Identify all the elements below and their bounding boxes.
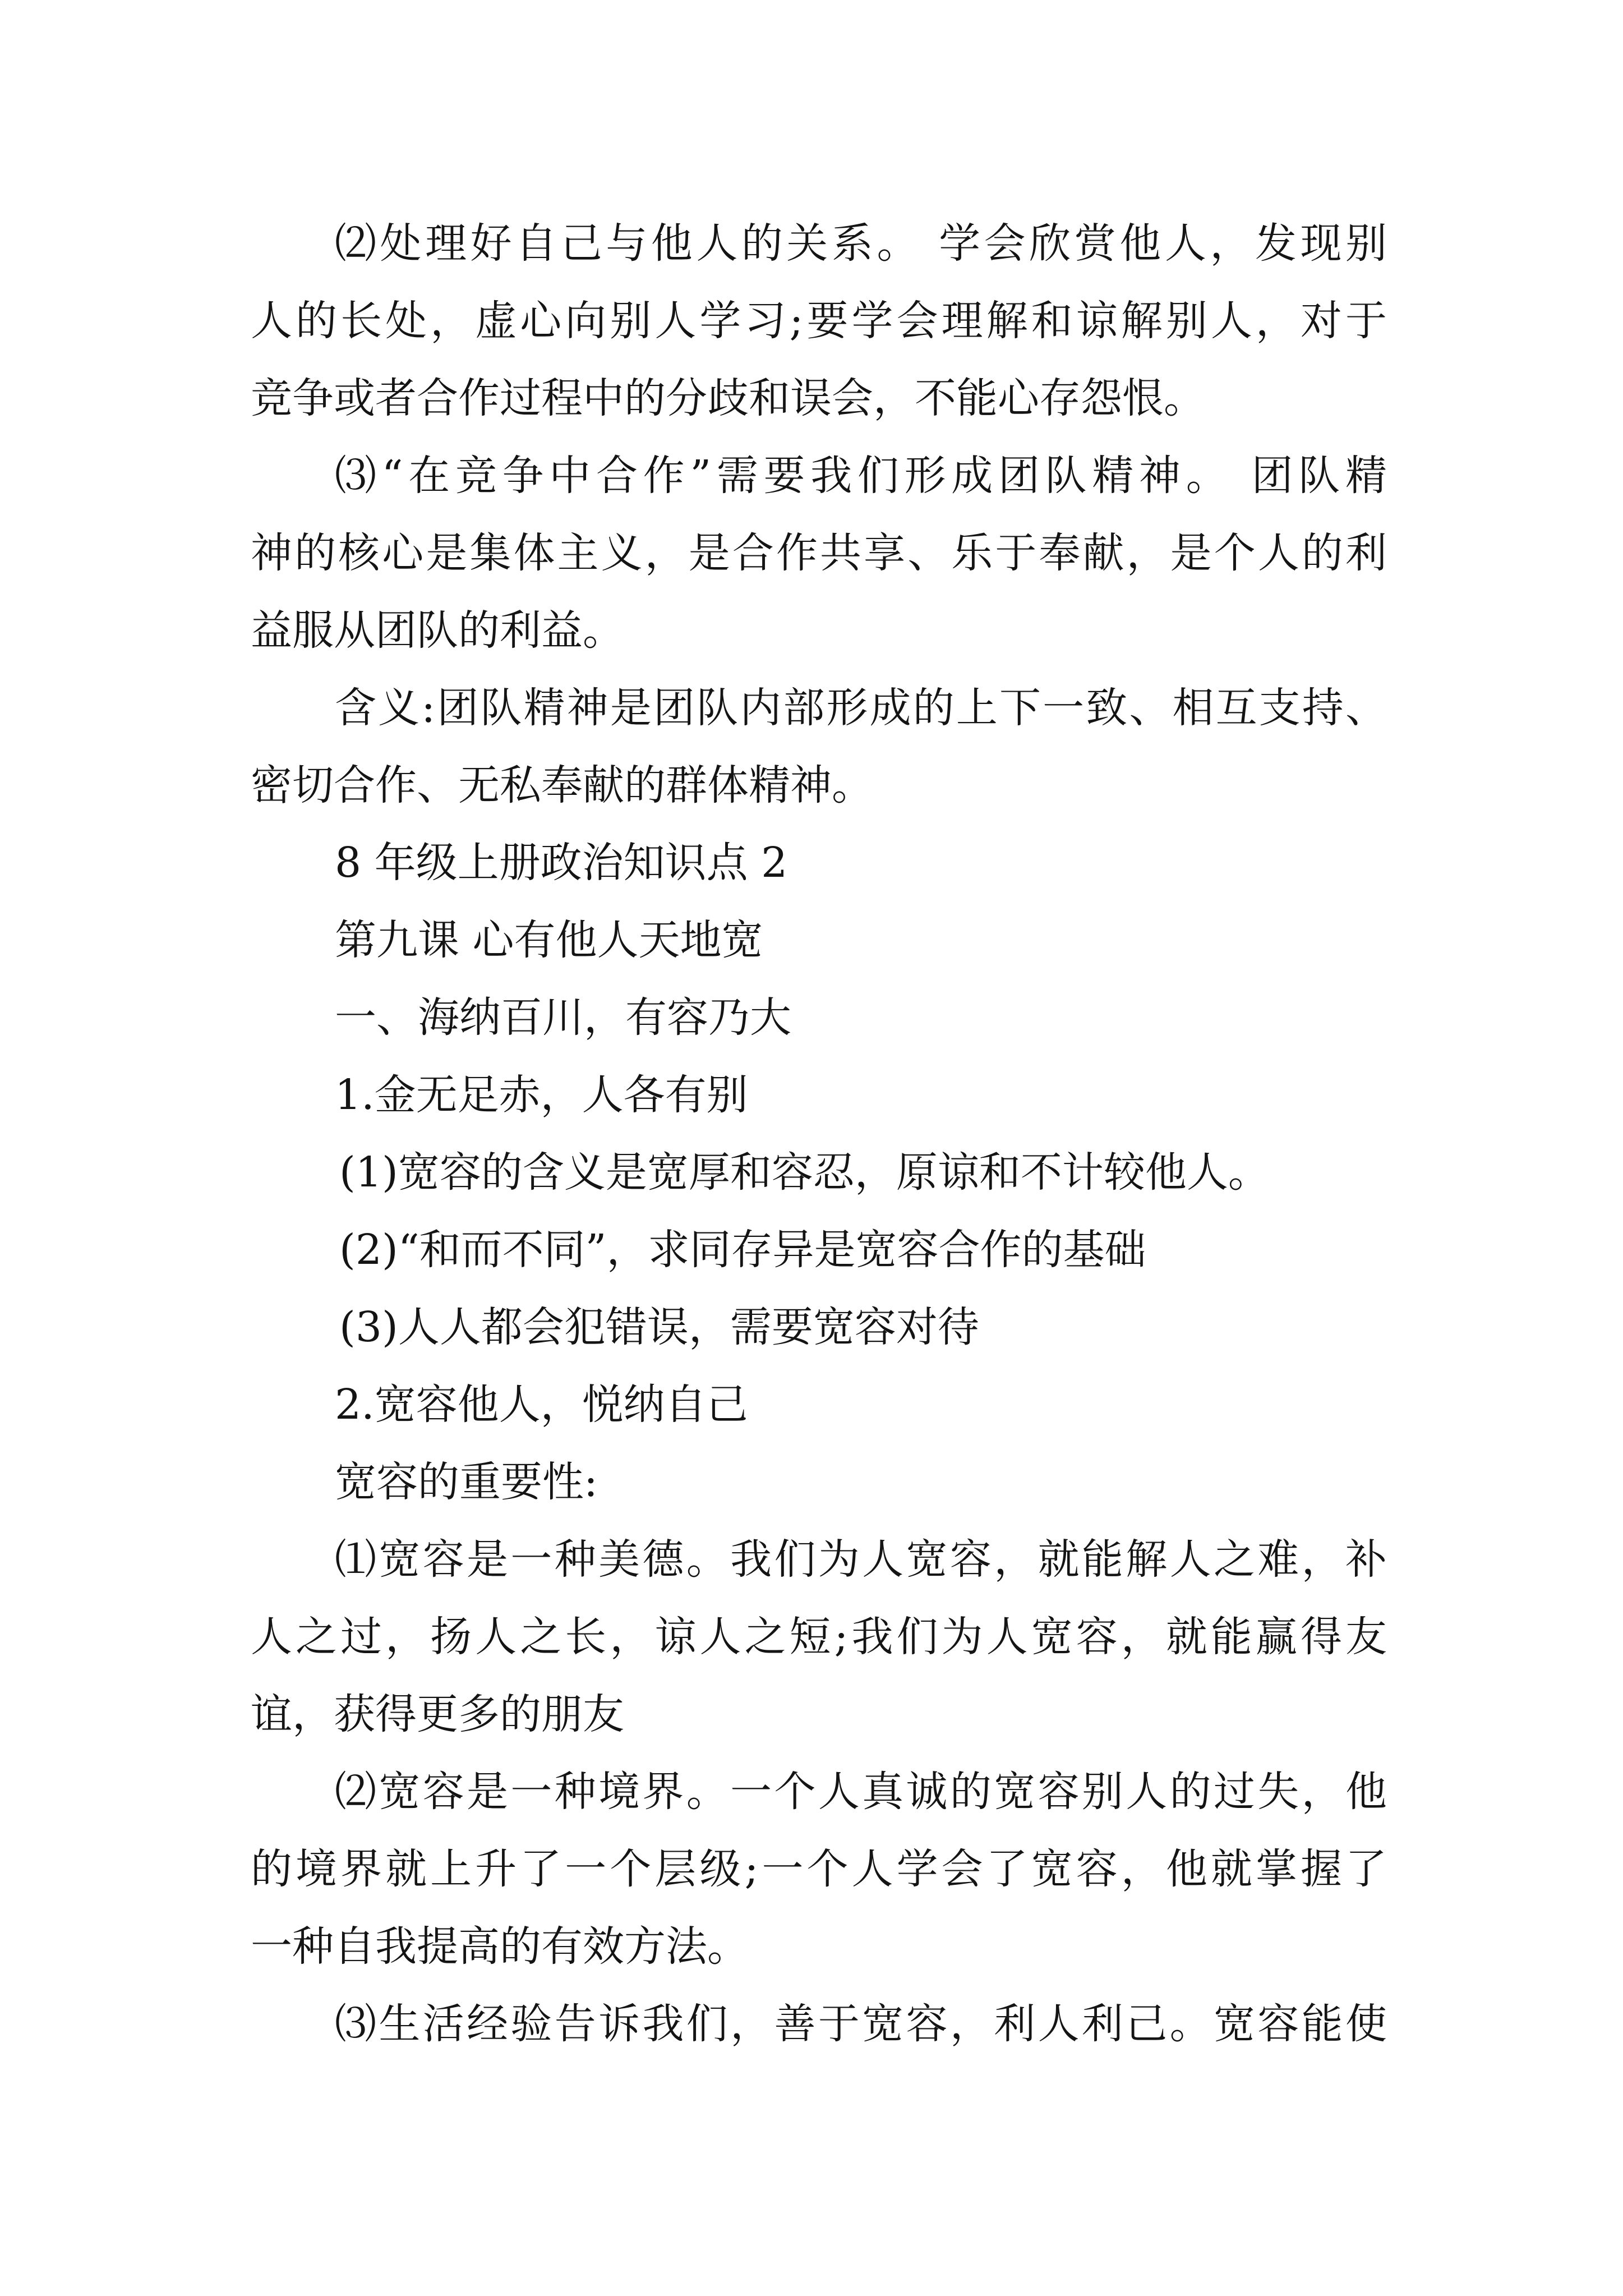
paragraph-line: 密切合作、无私奉献的群体精神。 xyxy=(251,761,873,809)
lesson-title: 第九课 心有他人天地宽 xyxy=(335,916,763,964)
list-item: (3)人人都会犯错误，需要宽容对待 xyxy=(339,1303,979,1351)
paragraph-line: ⑶生活经验告诉我们，善于宽容，利人利己。宽容能使 xyxy=(335,2000,1387,2048)
paragraph-line: 益服从团队的利益。 xyxy=(251,606,624,655)
paragraph-line: ⑵处理好自己与他人的关系。 学会欣赏他人，发现别 xyxy=(335,219,1387,268)
list-item: (1)宽容的含义是宽厚和容忍，原谅和不计较他人。 xyxy=(339,1148,1270,1197)
paragraph-line: ⑵宽容是一种境界。一个人真诚的宽容别人的过失，他 xyxy=(335,1768,1387,1816)
paragraph-line: 的境界就上升了一个层级;一个人学会了宽容，他就掌握了 xyxy=(251,1845,1387,1893)
list-item: (2)“和而不同”，求同存异是宽容合作的基础 xyxy=(339,1226,1146,1274)
subsection-heading: 2.宽容他人，悦纳自己 xyxy=(335,1381,748,1429)
paragraph-line: 谊，获得更多的朋友 xyxy=(251,1690,624,1738)
section-heading: 一、海纳百川，有容乃大 xyxy=(335,993,791,1042)
paragraph-line: 一种自我提高的有效方法。 xyxy=(251,1922,749,1971)
subsection-heading: 1.金无足赤，人各有别 xyxy=(335,1071,748,1119)
paragraph-line: 人之过，扬人之长，谅人之短;我们为人宽容，就能赢得友 xyxy=(251,1613,1387,1661)
paragraph-line: 人的长处，虚心向别人学习;要学会理解和谅解别人，对于 xyxy=(251,297,1387,345)
paragraph-line: 含义:团队精神是团队内部形成的上下一致、相互支持、 xyxy=(335,684,1387,732)
paragraph-line: ⑶“在竞争中合作”需要我们形成团队精神。 团队精 xyxy=(335,452,1387,500)
paragraph-line: 竞争或者合作过程中的分歧和误会，不能心存怨恨。 xyxy=(251,374,1205,422)
document-body xyxy=(251,205,1387,2063)
subheading: 宽容的重要性: xyxy=(335,1458,598,1506)
document-heading: 8 年级上册政治知识点 2 xyxy=(335,839,788,887)
paragraph-line: 神的核心是集体主义，是合作共享、乐于奉献，是个人的利 xyxy=(251,529,1387,577)
paragraph-line: ⑴宽容是一种美德。我们为人宽容，就能解人之难，补 xyxy=(335,1535,1387,1584)
